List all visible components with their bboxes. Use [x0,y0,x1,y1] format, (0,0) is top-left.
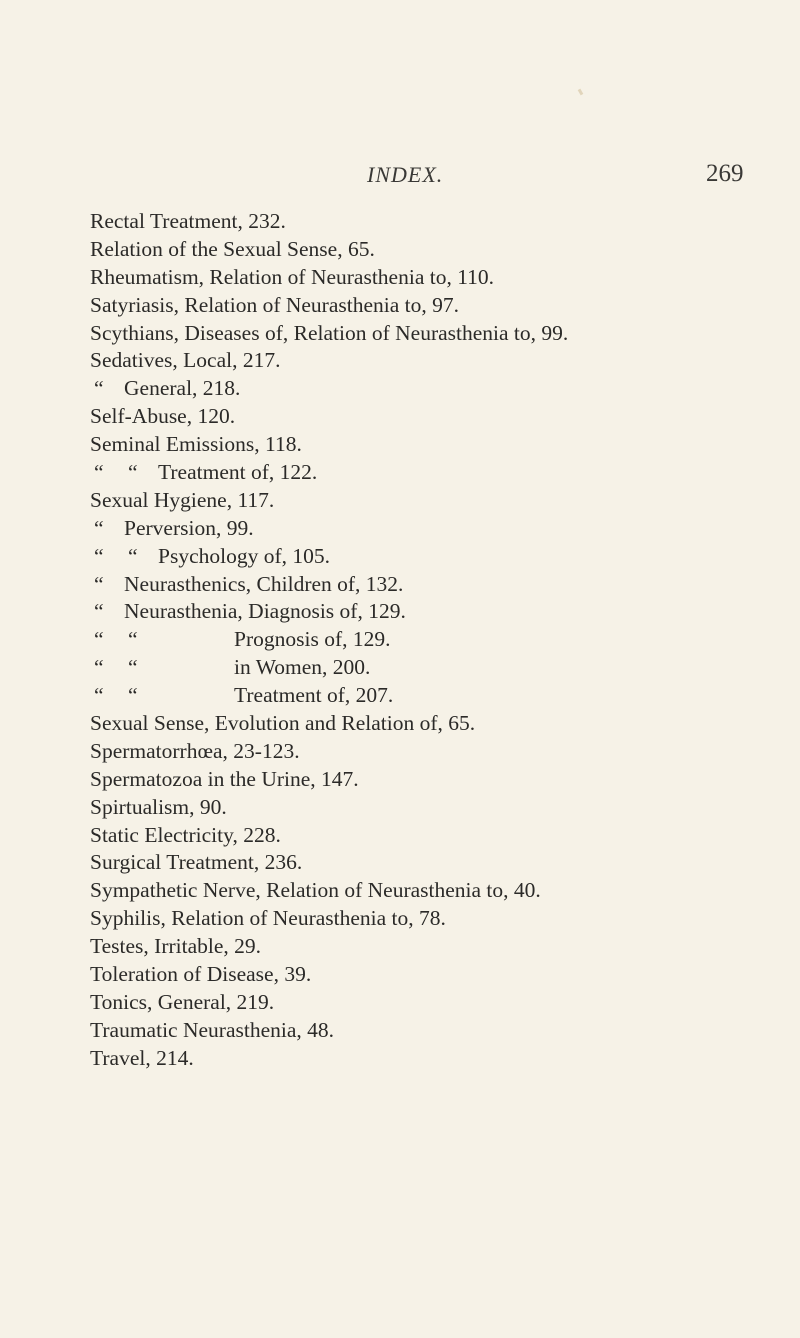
entry-text: Rheumatism, Relation of Neurasthenia to, 110. [90,264,495,289]
index-entry [90,320,790,348]
ditto-mark: “ [94,683,104,708]
ditto-mark: “ [128,655,138,680]
index-entry [90,738,790,766]
entry-text: Static Electricity, 228. [90,822,281,847]
index-entry [90,682,790,710]
index-entry [90,208,790,236]
entry-text: Psychology of, 105. [158,543,330,568]
ditto-mark: “ [94,376,104,401]
index-entry [90,375,790,403]
ditto-mark: “ [94,460,104,485]
entry-text: Neurasthenics, Children of, 132. [124,571,404,596]
entry-text: Sedatives, Local, 217. [90,348,281,373]
entry-text: Satyriasis, Relation of Neurasthenia to, 97. [90,292,460,317]
entry-text: Treatment of, 122. [158,460,318,485]
index-entries [90,208,790,1073]
index-entry [90,794,790,822]
index-entry [90,989,790,1017]
ditto-mark: “ [94,515,104,540]
index-entry [90,1017,790,1045]
entry-text: Travel, 214. [90,1045,194,1070]
entry-text: Sympathetic Nerve, Relation of Neurasthenia to, 40. [90,878,541,903]
index-entry [90,487,790,515]
index-entry [90,905,790,933]
entry-text: General, 218. [124,376,241,401]
entry-text: Spirtualism, 90. [90,794,227,819]
index-entry [90,543,790,571]
index-entry [90,571,790,599]
index-entry [90,626,790,654]
entry-text: Scythians, Diseases of, Relation of Neurasthenia to, 99. [90,320,569,345]
ditto-mark: “ [128,683,138,708]
index-entry [90,654,790,682]
ditto-mark: “ [128,627,138,652]
entry-text: Perversion, 99. [124,515,254,540]
index-entry [90,933,790,961]
entry-text: Treatment of, 207. [234,683,394,708]
page-number: 269 [706,160,744,187]
index-entry [90,877,790,905]
ditto-mark: “ [128,543,138,568]
index-entry [90,849,790,877]
running-head [0,160,800,194]
ditto-mark: “ [94,543,104,568]
entry-text: Neurasthenia, Diagnosis of, 129. [124,599,406,624]
entry-text: Testes, Irritable, 29. [90,934,262,959]
entry-text: Self-Abuse, 120. [90,404,236,429]
index-entry [90,961,790,989]
entry-text: Toleration of Disease, 39. [90,962,312,987]
index-entry [90,710,790,738]
ditto-mark: “ [94,599,104,624]
entry-text: Sexual Hygiene, 117. [90,487,275,512]
ditto-mark: “ [94,571,104,596]
entry-text: Traumatic Neurasthenia, 48. [90,1017,335,1042]
index-entry [90,236,790,264]
index-entry [90,431,790,459]
entry-text: Prognosis of, 129. [234,627,391,652]
entry-text: Relation of the Sexual Sense, 65. [90,236,375,261]
entry-text: Sexual Sense, Evolution and Relation of, 65. [90,711,476,736]
index-entry [90,598,790,626]
index-entry [90,1045,790,1073]
index-entry [90,822,790,850]
index-entry [90,347,790,375]
index-entry [90,403,790,431]
entry-text: Tonics, General, 219. [90,989,275,1014]
ditto-mark: “ [128,460,138,485]
index-entry [90,459,790,487]
entry-text: in Women, 200. [234,655,371,680]
entry-text: Spermatozoa in the Urine, 147. [90,766,359,791]
entry-text: Syphilis, Relation of Neurasthenia to, 78. [90,906,446,931]
ditto-mark: “ [94,627,104,652]
index-entry [90,515,790,543]
page-title: INDEX. [367,162,444,187]
index-entry [90,766,790,794]
entry-text: Seminal Emissions, 118. [90,432,302,457]
entry-text: Spermatorrhœa, 23-123. [90,738,300,763]
paper-speck [578,89,584,96]
entry-text: Rectal Treatment, 232. [90,209,286,233]
index-entry [90,264,790,292]
ditto-mark: “ [94,655,104,680]
entry-text: Surgical Treatment, 236. [90,850,303,875]
index-entry [90,292,790,320]
